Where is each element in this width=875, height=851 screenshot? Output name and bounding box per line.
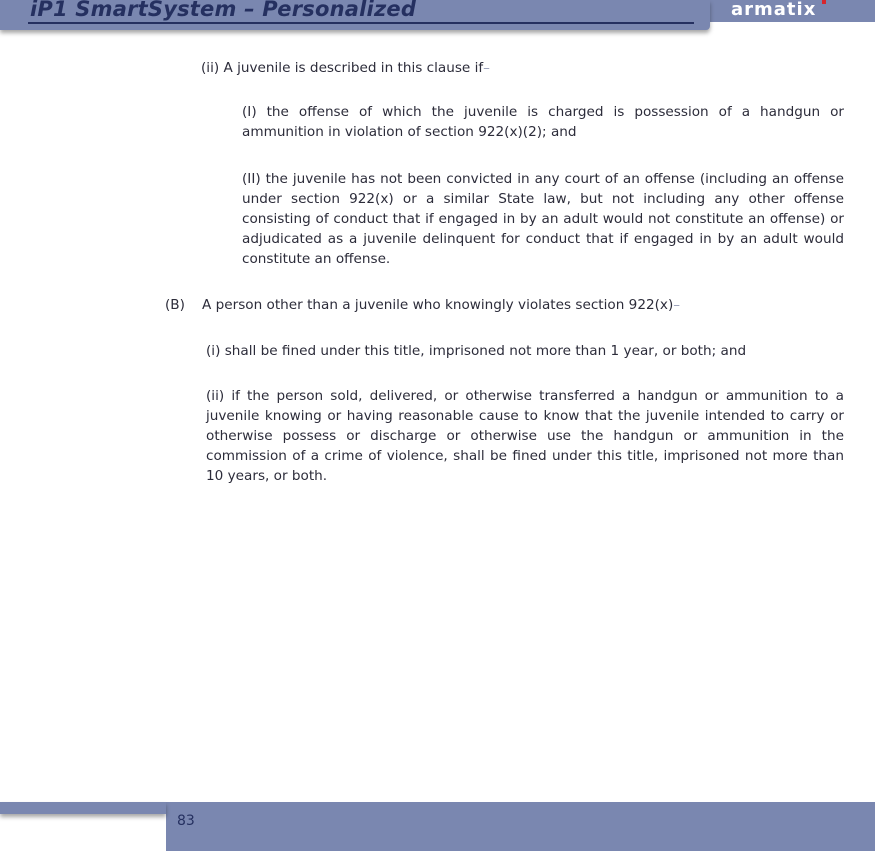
page-number: 83 xyxy=(177,813,195,829)
clause-ii-dash: – xyxy=(483,60,490,76)
clause-B-label: (B) xyxy=(165,297,185,313)
clause-II: (II) the juvenile has not been convicted in any court of an offense (including an offense under section 922(x) or a similar State law, but not including any other offense consisting of conduct that if engaged in by an adult would not constitute an offense) or adjudicated as a juvenile delinquent for conduct that if engaged in by an adult would constitute an offense. xyxy=(242,171,844,267)
footer-band xyxy=(166,802,875,851)
clause-ii xyxy=(201,58,821,78)
clause-B-ii: (ii) if the person sold, delivered, or otherwise transferred a handgun or ammunition to a juvenile knowing or having reasonable cause to know that the juvenile intended to carry or otherwise possess or discharge or otherwise use the handgun or ammunition in the commission of a crime of violence, shall be fined under this title, imprisoned not more than 10 years, or both. xyxy=(206,388,844,484)
document-title: iP1 SmartSystem – Personalized xyxy=(30,0,417,21)
clause-B xyxy=(202,295,802,315)
clause-B-dash: – xyxy=(673,297,681,313)
clause-B-i: (i) shall be fined under this title, imprisoned not more than 1 year, or both; and xyxy=(206,343,747,359)
clause-I: (I) the offense of which the juvenile is charged is possession of a handgun or ammunition in violation of section 922(x)(2); and xyxy=(242,104,844,140)
clause-ii-text: (ii) A juvenile is described in this clause if xyxy=(201,60,484,76)
clause-B-text: A person other than a juvenile who knowingly violates section 922(x) xyxy=(202,297,674,313)
footer-tab xyxy=(0,802,166,814)
brand-logo: armatix xyxy=(731,0,817,20)
page-footer xyxy=(0,802,875,851)
